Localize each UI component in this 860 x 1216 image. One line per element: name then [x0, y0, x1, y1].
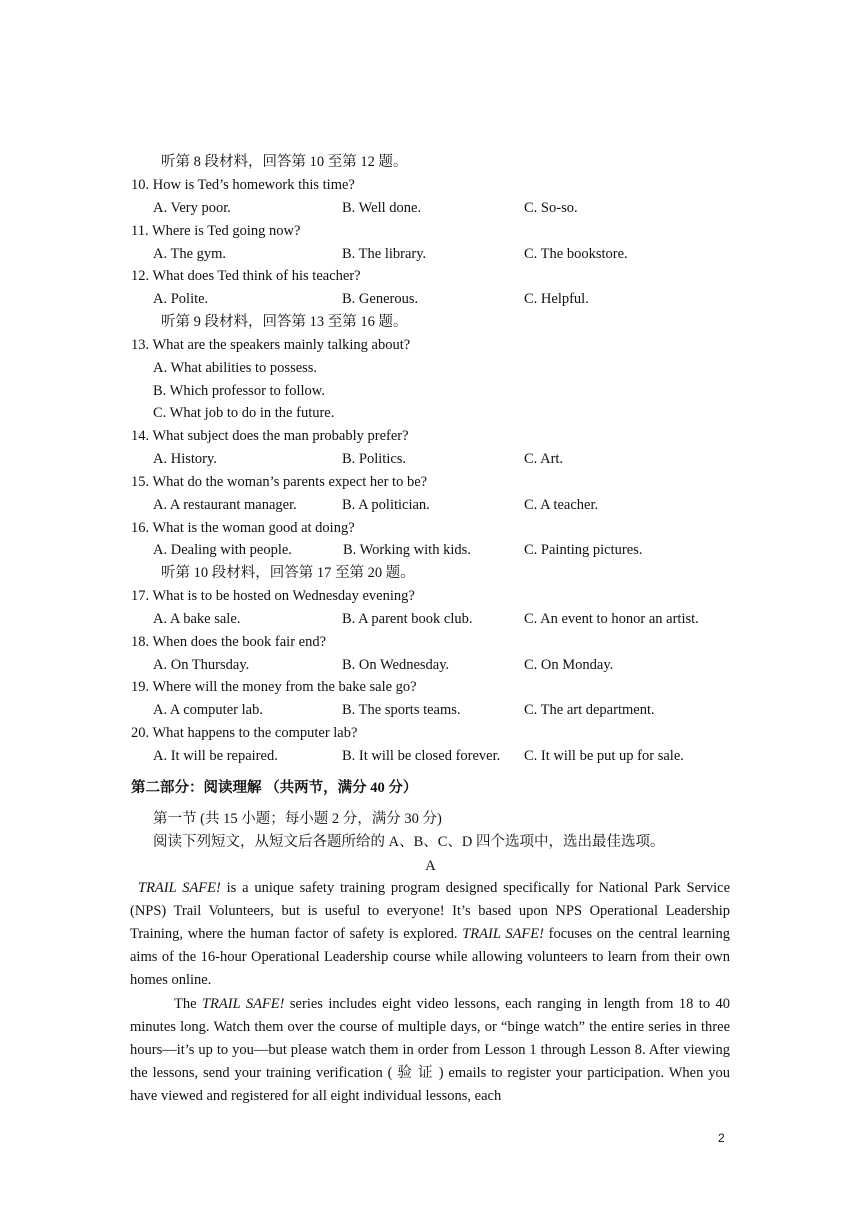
passage-paragraph-1 [130, 877, 730, 992]
q12-option-a: A. Polite. [153, 291, 209, 307]
q20-option-c: C. It will be put up for sale. [524, 748, 684, 764]
q16-option-b: B. Working with kids. [343, 542, 471, 558]
question-18: 18. When does the book fair end? [131, 634, 327, 650]
paragraph-2-text-b: series includes eight video lessons, each ranging in length from 18 to 40 minutes long. Watch them over the course of multiple days, or “binge watch” the entire series in three hours—it’s up to you—but please watch them in order from Lesson 1 through Lesson 8. After viewing the lessons, send your training verification ( 验 证 ) emails to register your participation. When you have viewed and registered for all eight individual lessons, each [130, 996, 731, 1104]
q20-option-a: A. It will be repaired. [153, 748, 278, 764]
q17-option-c: C. An event to honor an artist. [524, 611, 699, 627]
section-9-instruction: 听第 9 段材料，回答第 13 至第 16 题。 [161, 314, 408, 330]
question-10: 10. How is Ted’s homework this time? [131, 177, 355, 193]
q15-option-c: C. A teacher. [524, 497, 599, 513]
q19-option-b: B. The sports teams. [342, 702, 461, 718]
q13-option-c: C. What job to do in the future. [153, 405, 335, 421]
part2-subheading: 第一节 (共 15 小题；每小题 2 分，满分 30 分) [153, 811, 442, 827]
question-19: 19. Where will the money from the bake sale go? [131, 679, 417, 695]
q11-option-b: B. The library. [342, 246, 427, 262]
q11-option-c: C. The bookstore. [524, 246, 628, 262]
paragraph-2-text-a: The [174, 996, 202, 1012]
section-8-instruction: 听第 8 段材料，回答第 10 至第 12 题。 [161, 154, 408, 170]
q17-option-b: B. A parent book club. [342, 611, 473, 627]
question-17: 17. What is to be hosted on Wednesday evening? [131, 588, 415, 604]
paragraph-1-text-b: focuses on the central learning aims of the 16-hour Operational Leadership course while allowing volunteers to learn from their own homes online. [130, 926, 730, 988]
question-12: 12. What does Ted think of his teacher? [131, 268, 361, 284]
passage-title-italic: TRAIL SAFE! [138, 880, 221, 896]
q10-option-a: A. Very poor. [153, 200, 231, 216]
q10-option-b: B. Well done. [342, 200, 422, 216]
paragraph-1-text-a: is a unique safety training program designed specifically for National Park Service (NPS) Trail Volunteers, but is useful to everyone! It’s based upon NPS Operational Leadership Training, where the human factor of safety is explored. [130, 880, 731, 942]
q18-option-c: C. On Monday. [524, 657, 614, 673]
question-11: 11. Where is Ted going now? [131, 223, 301, 239]
question-16: 16. What is the woman good at doing? [131, 520, 355, 536]
question-13: 13. What are the speakers mainly talking about? [131, 337, 411, 353]
question-20: 20. What happens to the computer lab? [131, 725, 358, 741]
section-10-instruction: 听第 10 段材料，回答第 17 至第 20 题。 [161, 565, 415, 581]
q14-option-b: B. Politics. [342, 451, 407, 467]
page-number: 2 [718, 1131, 725, 1145]
q15-option-a: A. A restaurant manager. [153, 497, 297, 513]
q13-option-b: B. Which professor to follow. [153, 383, 325, 399]
q12-option-c: C. Helpful. [524, 291, 589, 307]
q18-option-b: B. On Wednesday. [342, 657, 450, 673]
part2-instruction: 阅读下列短文，从短文后各题所给的 A、B、C、D 四个选项中，选出最佳选项。 [153, 834, 665, 850]
passage-letter: A [425, 858, 436, 874]
q13-option-a: A. What abilities to possess. [153, 360, 318, 376]
question-14: 14. What subject does the man probably prefer? [131, 428, 409, 444]
passage-paragraph-2 [130, 993, 730, 1108]
q15-option-b: B. A politician. [342, 497, 430, 513]
q10-option-c: C. So-so. [524, 200, 578, 216]
q14-option-c: C. Art. [524, 451, 564, 467]
passage-title-italic-repeat: TRAIL SAFE! [462, 926, 544, 942]
q16-option-c: C. Painting pictures. [524, 542, 643, 558]
q20-option-b: B. It will be closed forever. [342, 748, 501, 764]
q18-option-a: A. On Thursday. [153, 657, 250, 673]
q19-option-a: A. A computer lab. [153, 702, 263, 718]
q19-option-c: C. The art department. [524, 702, 655, 718]
q11-option-a: A. The gym. [153, 246, 227, 262]
question-15: 15. What do the woman’s parents expect her to be? [131, 474, 428, 490]
part2-heading: 第二部分：阅读理解 （共两节，满分 40 分） [131, 780, 418, 796]
q14-option-a: A. History. [153, 451, 217, 467]
q12-option-b: B. Generous. [342, 291, 419, 307]
q17-option-a: A. A bake sale. [153, 611, 241, 627]
q16-option-a: A. Dealing with people. [153, 542, 292, 558]
passage-title-italic-p2: TRAIL SAFE! [201, 996, 285, 1012]
